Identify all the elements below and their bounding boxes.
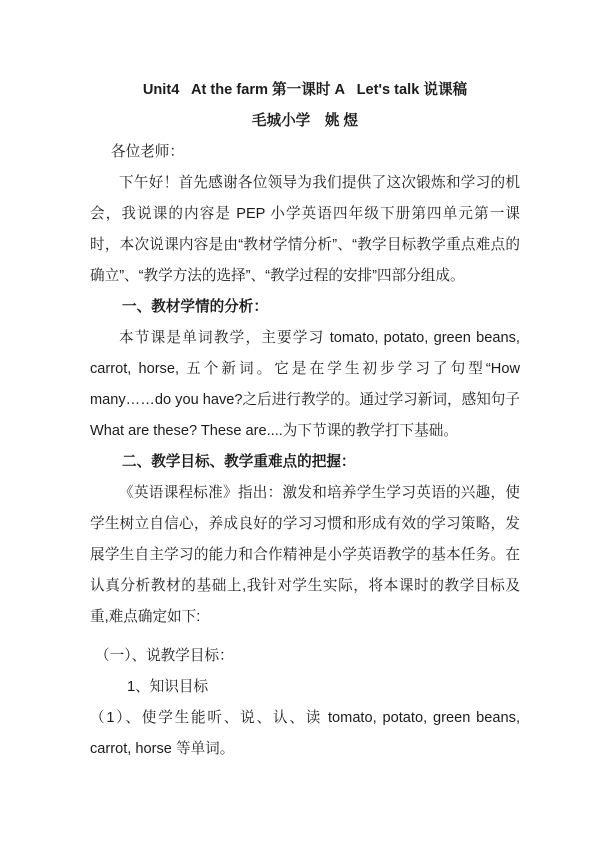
section-1-paragraph: 本节课是单词教学，主要学习 tomato, potato, green beans, carrot, horse, 五个新词。它是在学生初步学习了句型“How many……do you have?之后进行教学的。通过学习新词，感知句子 What are these? These are....为下节课的教学打下基础。 xyxy=(90,330,520,439)
teaching-goals-subheading: （一）、说教学目标： xyxy=(95,648,234,664)
knowledge-goal-heading: 1、知识目标 xyxy=(127,679,209,695)
section-2-heading: 二、教学目标、教学重难点的把握： xyxy=(122,454,356,470)
document-author-line: 毛城小学 姚 煜 xyxy=(251,113,359,129)
document-body xyxy=(90,75,520,765)
section-2-paragraph: 《英语课程标准》指出：激发和培养学生学习英语的兴趣，使学生树立自信心，养成良好的学习习惯和形成有效的学习策略，发展学生自主学习的能力和合作精神是小学英语教学的基本任务。在认真分析教材的基础上,我针对学生实际，将本课时的教学目标及重,难点确定如下: xyxy=(90,485,520,625)
section-1-heading: 一、教材学情的分析： xyxy=(122,299,268,315)
intro-paragraph: 下午好！首先感谢各位领导为我们提供了这次锻炼和学习的机会，我说课的内容是 PEP 小学英语四年级下册第四单元第一课时，本次说课内容是由“教材学情分析”、“教学目标教学重点难点的确立”、“教学方法的选择”、“教学过程的安排”四部分组成。 xyxy=(90,175,520,284)
document-title: Unit4 At the farm 第一课时 A Let's talk 说课稿 xyxy=(142,82,468,98)
knowledge-goal-item-1: （1）、使学生能听、说、认、读 tomato, potato, green beans, carrot, horse 等单词。 xyxy=(90,710,520,757)
salutation: 各位老师： xyxy=(111,144,184,160)
